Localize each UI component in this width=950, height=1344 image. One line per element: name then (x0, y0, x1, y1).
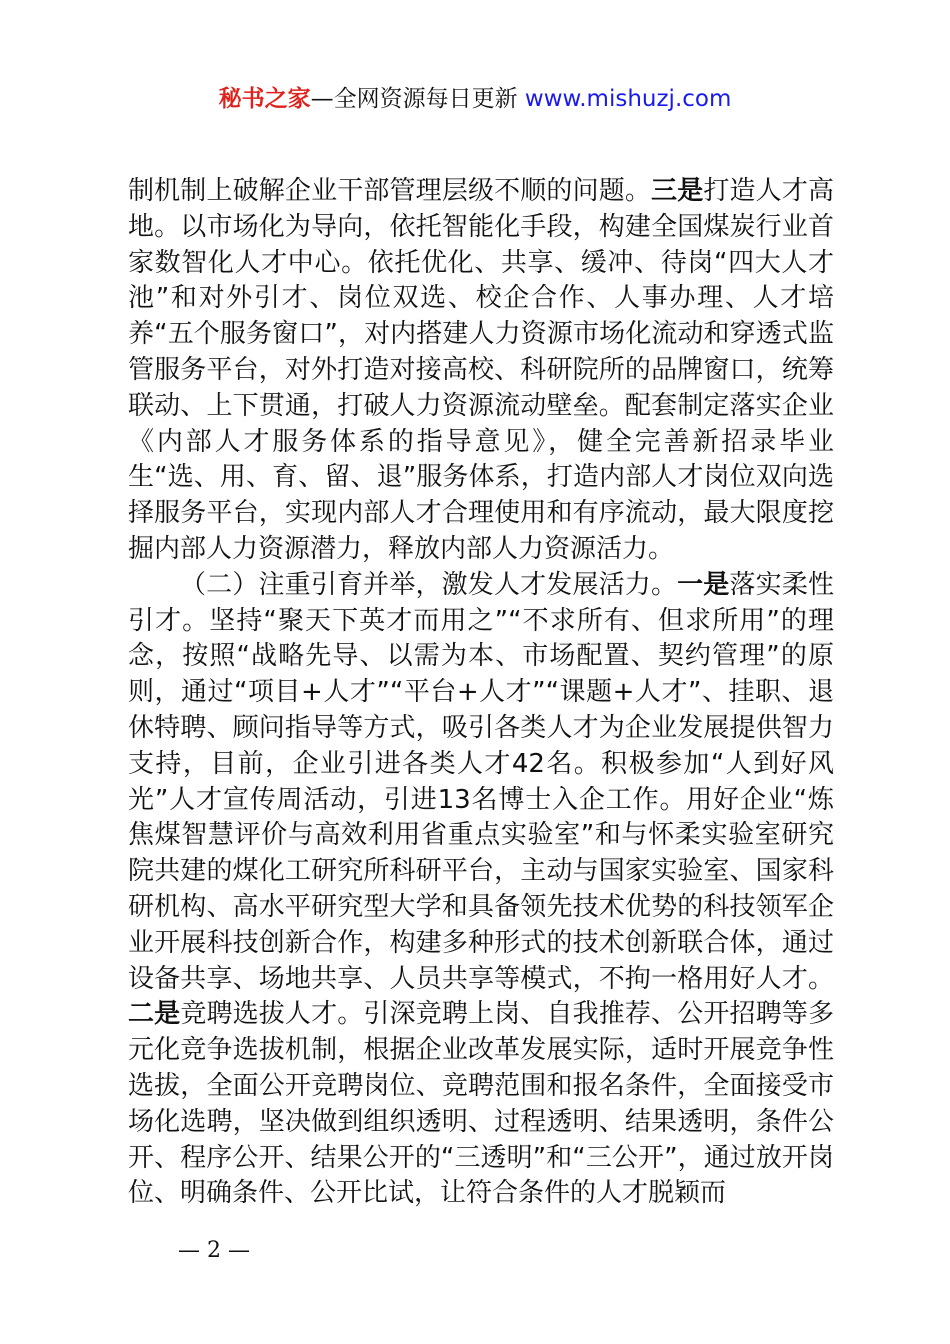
bold-lead-term: 一是 (677, 569, 730, 600)
bold-lead-term: 二是 (128, 999, 181, 1030)
site-brand: 秘书之家 (218, 86, 311, 112)
site-header (0, 80, 950, 113)
document-body (128, 174, 834, 1212)
site-url-link[interactable]: www.mishuzj.com (524, 86, 732, 112)
bold-lead-term: 三是 (651, 176, 704, 206)
section-heading-text: （二）注重引育并举，激发人才发展活力。 (180, 569, 678, 600)
page-number: — 2 — (178, 1238, 250, 1263)
site-tagline: —全网资源每日更新 (310, 86, 525, 112)
paragraph-text: 打造人才高地。以市场化为导向，依托智能化手段，构建全国煤炭行业首家数智化人才中心。依托优化、共享、缓冲、待岗“四大人才池”和对外引才、岗位双选、校企合作、人事办理、人才培养“五个服务窗口”，对内搭建人力资源市场化流动和穿透式监管服务平台，对外打造对接高校、科研院所的品牌窗口，统筹联动、上下贯通，打破人力资源流动壁垒。配套制定落实企业《内部人才服务体系的指导意见》，健全完善新招录毕业生“选、用、育、留、退”服务体系，打造内部人才岗位双向选择服务平台，实现内部人才合理使用和有序流动，最大限度挖掘内部人力资源潜力，释放内部人力资源活力。 (128, 176, 834, 564)
paragraph-text: 制机制上破解企业干部管理层级不顺的问题。 (128, 176, 652, 206)
paragraph-text: 竞聘选拔人才。引深竞聘上岗、自我推荐、公开招聘等多元化竞争选拔机制，根据企业改革发展实际，适时开展竞争性选拔，全面公开竞聘岗位、竞聘范围和报名条件，全面接受市场化选聘，坚决做到组织透明、过程透明、结果透明，条件公开、程序公开、结果公开的“三透明”和“三公开”，通过放开岗位、明确条件、公开比试，让符合条件的人才脱颖而 (128, 999, 834, 1209)
paragraph-1 (128, 174, 834, 568)
paragraph-text: 落实柔性引才。坚持“聚天下英才而用之”“不求所有、但求所用”的理念，按照“战略先导、以需为本、市场配置、契约管理”的原则，通过“项目+人才”“平台+人才”“课题+人才”、挂职、退休特聘、顾问指导等方式，吸引各类人才为企业发展提供智力支持，目前，企业引进各类人才42名。积极参加“人到好风光”人才宣传周活动，引进13名博士入企工作。用好企业“炼焦煤智慧评价与高效利用省重点实验室”和与怀柔实验室研究院共建的煤化工研究所科研平台，主动与国家实验室、国家科研机构、高水平研究型大学和具备领先技术优势的科技领军企业开展科技创新合作，构建多种形式的技术创新联合体，通过设备共享、场地共享、人员共享等模式，不拘一格用好人才。 (128, 569, 834, 994)
paragraph-2 (128, 568, 834, 1212)
